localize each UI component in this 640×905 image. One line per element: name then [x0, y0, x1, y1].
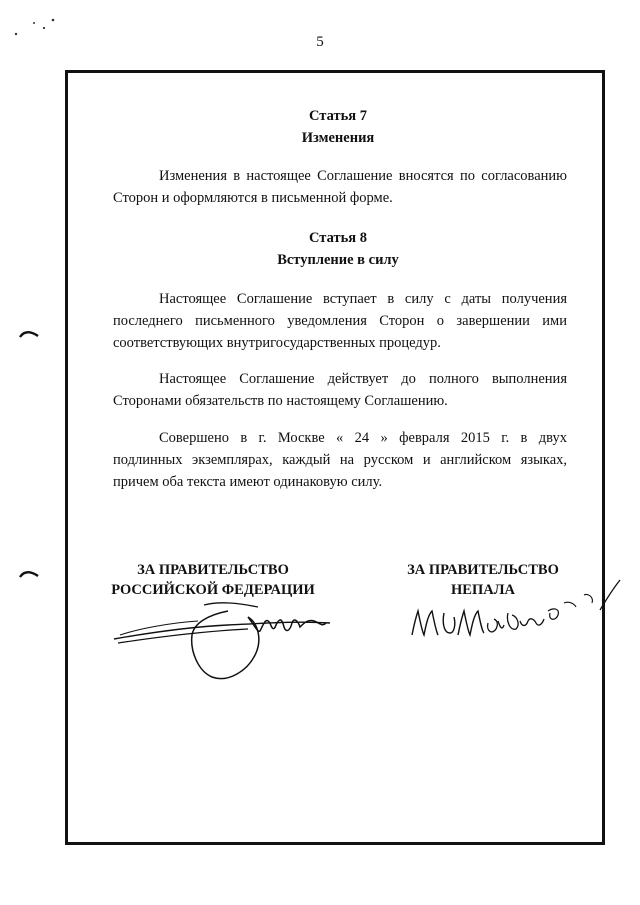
article-8-paragraph-3 [113, 427, 567, 493]
text-line: Сторон и оформляются в письменной форме. [113, 190, 393, 206]
text-line: причем оба текста имеют одинаковую силу. [113, 474, 383, 490]
signatory-nepal-line1: ЗА ПРАВИТЕЛЬСТВО [407, 562, 559, 578]
article-8-title: Вступление в силу [277, 252, 399, 268]
page-number: 5 [316, 34, 324, 50]
text-line: Настоящее Соглашение действует до полного выполнения [159, 371, 567, 387]
text-line: Изменения в настоящее Соглашение вносятся по согласованию [159, 168, 567, 184]
hole-punch-mark [18, 566, 40, 580]
article-8-paragraph-1 [113, 288, 567, 354]
text-line: подлинных экземплярах, каждый на русском и английском языках, [113, 452, 567, 468]
signatory-russia-line1: ЗА ПРАВИТЕЛЬСТВО [137, 562, 289, 578]
article-8-heading: Статья 8 [309, 230, 367, 246]
article-7-paragraph [113, 165, 567, 209]
text-line: Совершено в г. Москве « 24 » февраля 2015 г. в двух [159, 430, 567, 446]
article-7-header [68, 105, 608, 149]
article-8-paragraph-2 [113, 368, 567, 412]
signature-overflow-stroke [596, 570, 626, 630]
article-7-heading: Статья 7 [309, 108, 367, 124]
text-line: Сторонами обязательств по настоящему Соглашению. [113, 393, 448, 409]
article-8-header [68, 227, 608, 271]
text-line: соответствующих внутригосударственных процедур. [113, 335, 441, 351]
signature-russia [108, 593, 348, 685]
document-frame [65, 70, 605, 845]
text-line: Настоящее Соглашение вступает в силу с даты получения [159, 291, 567, 307]
signatory-nepal-line2: НЕПАЛА [451, 582, 515, 598]
signature-nepal [408, 591, 608, 651]
signatory-russia-line2: РОССИЙСКОЙ ФЕДЕРАЦИИ [111, 582, 315, 598]
hole-punch-mark [18, 326, 40, 340]
text-line: последнего письменного уведомления Сторон о завершении ими [113, 313, 567, 329]
article-7-title: Изменения [301, 130, 375, 146]
